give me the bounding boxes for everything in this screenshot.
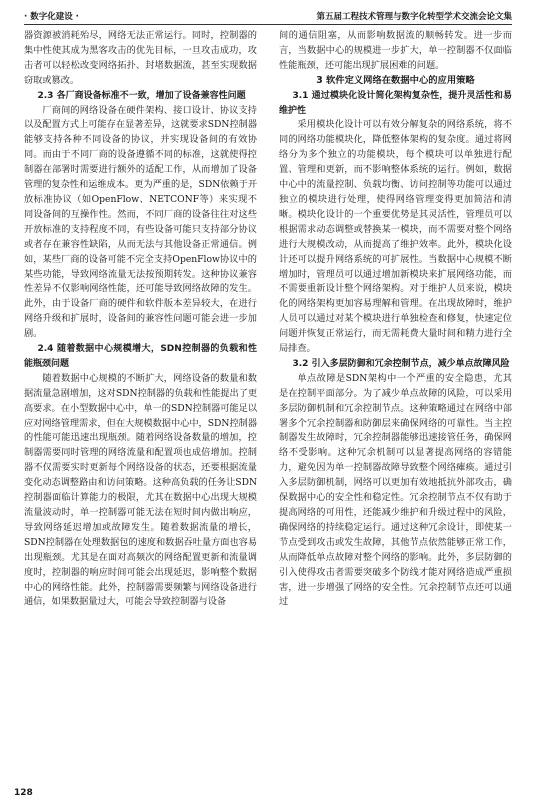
header-section-label: · 数字化建设 · xyxy=(24,12,79,22)
subsection-heading-2-4: 2.4 随着数据中心规模增大，SDN控制器的负载和性能瓶颈问题 xyxy=(24,344,257,369)
paragraph: 厂商间的网络设备在硬件架构、接口设计、协议支持以及配置方式上可能存在显著差异，这就要求SDN控制器能够支持各种不同设备的协议，并实现设备间的有效协同。而由于不同厂商的设备遵循不同的标准，这就使得控制器在部署时需要进行额外的适配工作，从而增加了设备管理的复杂性和运维成本。更为严重的是，SDN依赖于开放标准协议（如OpenFlow、NETCONF等）来实现不同设备间的互操作性。然而，不同厂商的设备往往对这些开放标准的支持程度不同，有些设备可能只支持部分协议或者存在兼容性缺陷，从而无法与其他设备正常通信。例如，某些厂商的设备可能不完全支持OpenFlow协议中的某些功能，导致网络流量无法按预期转发。这种协议兼容性差异不仅影响网络性能，还可能导致网络故障的发生。此外，由于设备厂商的硬件和软件版本差异较大，在进行网络升级和扩展时，设备间的兼容性问题可能会进一步加剧。 xyxy=(24,104,258,340)
right-column xyxy=(279,29,512,610)
body-columns xyxy=(24,29,512,789)
paragraph: 采用模块化设计可以有效分解复杂的网络系统，将不同的网络功能模块化，降低整体架构的复杂度。通过将网络分为多个独立的功能模块，每个模块可以单独进行配置、管理和更新，而不影响整体系统的运行。例如，数据中心中的流量控制、负载均衡、访问控制等功能可以通过独立的模块进行处理，使得网络管理变得更加简洁和清晰。模块化设计的一个重要优势是其灵活性，管理员可以根据需求动态调整或替换某一模块，而不需要对整个网络进行大规模改动，从而提高了维护效率。此外，模块化设计还可以提升网络系统的可扩展性。当数据中心规模不断增加时，管理员可以通过增加新模块来扩展网络功能，而不需要重新设计整个网络架构。对于维护人员来说，模块化的网络架构更加容易理解和管理。在出现故障时，维护人员可以通过对某个模块进行单独检查和修复，快速定位问题并恢复正常运行，而无需耗费大量时间和精力进行全局排查。 xyxy=(279,119,512,355)
running-header xyxy=(24,6,512,25)
paragraph: 器资源被消耗殆尽，网络无法正常运行。同时，控制器的集中性使其成为黑客攻击的优先目标，一旦攻击成功，攻击者可以轻松改变网络拓扑、封堵数据流，甚至实现数据窃取或篡改。 xyxy=(24,30,257,86)
left-column xyxy=(24,29,257,610)
subsection-heading-3-1: 3.1 通过模块化设计简化架构复杂性，提升灵活性和易维护性 xyxy=(279,90,512,116)
page-number: 128 xyxy=(14,788,33,798)
subsection-heading-2-3: 2.3 各厂商设备标准不一致，增加了设备兼容性问题 xyxy=(37,90,246,101)
paragraph: 单点故障是SDN架构中一个严重的安全隐患，尤其是在控制平面部分。为了减少单点故障的风险，可以采用多层防御机制和冗余控制节点。这种策略通过在网络中部署多个冗余控制器和防御层来确保网络的可靠性。当主控制器发生故障时，冗余控制器能够迅速接管任务，确保网络不受影响。这种冗余机制可以显著提高网络的容错能力，避免因为单一控制器故障导致整个网络瘫痪。通过引入多层防御机制，网络可以更加有效地抵抗外部攻击，确保数据中心的安全性和稳定性。冗余控制节点不仅有助于提高网络的可用性，还能减少维护和升级过程中的风险，确保网络的持续稳定运行。通过这种冗余设计，即使某一节点受到攻击或发生故障，其他节点依然能够正常工作，从而降低单点故障对整个网络的影响。此外，多层防御的引入使得攻击者需要突破多个防线才能对网络造成严重损害，进一步增强了网络的安全性。冗余控制节点还可以通过 xyxy=(279,372,512,608)
header-proceedings-title: 第五届工程技术管理与数字化转型学术交流会论文集 xyxy=(316,12,512,22)
subsection-heading-3-2: 3.2 引入多层防御和冗余控制节点，减少单点故障风险 xyxy=(292,358,510,369)
paragraph: 随着数据中心规模的不断扩大，网络设备的数量和数据流量急剧增加，这对SDN控制器的负载和性能提出了更高要求。在小型数据中心中，单一的SDN控制器可能足以应对网络管理需求，但在大规模数据中心中，SDN控制器的性能可能迅速出现瓶颈。随着网络设备数量的增加，控制器需要同时管理的网络流量和配置项也成倍增加。控制器不仅需要实时更新每个网络设备的状态，还要根据流量变化动态调整路由和访问策略。这种高负载的任务让SDN控制器面临计算能力的极限，尤其在数据中心出现大规模流量波动时，单一控制器可能无法在短时间内做出响应，导致网络延迟增加或故障发生。随着数据流量的增长，SDN控制器在处理数据包的速度和数据吞吐量方面也容易出现瓶颈。尤其是在面对高频次的网络配置更新和流量调度时，控制器的响应时间可能会出现延迟，影响整个数据中心的网络性能。此外，控制器需要频繁与网络设备进行通信，如果数据量过大，可能会导致控制器与设备 xyxy=(24,372,258,608)
section-heading-3: 3 软件定义网络在数据中心的应用策略 xyxy=(316,74,475,86)
paragraph: 间的通信阻塞，从而影响数据流的顺畅转发。进一步而言，当数据中心的规模进一步扩大，单一控制器不仅面临性能瓶颈，还可能出现扩展困难的问题。 xyxy=(279,30,512,71)
